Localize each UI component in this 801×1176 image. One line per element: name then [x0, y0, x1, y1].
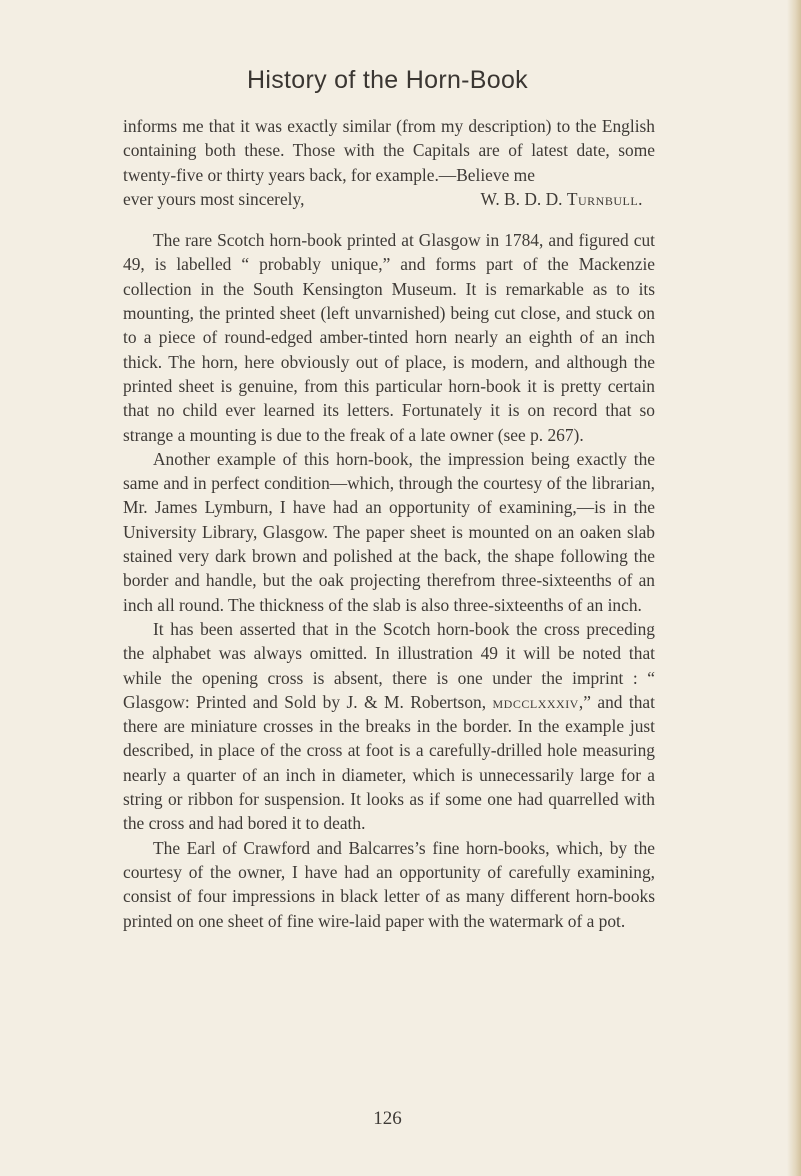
- signature-initials: W. B. D. D.: [480, 188, 563, 209]
- page-edge-shadow: [787, 0, 801, 1176]
- imprint-year: mdcclxxxiv: [492, 691, 579, 712]
- paragraph-crawford-horn-books: The Earl of Crawford and Balcarres’s fine horn-books, which, by the courtesy of the owner, I have had an opportunity of carefully examining, consist of four impressions in black letter of as many different horn-books printed on one sheet of fine wire-laid paper with the watermark of a pot.: [123, 837, 655, 931]
- page-number: 126: [373, 1108, 402, 1129]
- letter-continuation: informs me that it was exactly similar (from my description) to the English containing both these. Those with the Capitals are of latest date, some twenty-five or thirty years back, for example.—Believe me: [123, 116, 655, 185]
- signature-name: Turnbull.: [566, 188, 643, 209]
- letter-closing-line: [123, 187, 655, 211]
- letter-signature: [481, 187, 655, 211]
- paragraph-university-library-example: Another example of this horn-book, the impression being exactly the same and in perfect condition—which, through the courtesy of the librarian, Mr. James Lymburn, I have had an opportunity of examining,—is in the University Library, Glasgow. The paper sheet is mounted on an oaken slab stained very dark brown and polished at the back, the shape following the border and handle, but the oak projecting therefrom three-sixteenths of an inch all round. The thickness of the slab is also three-sixteenths of an inch.: [123, 448, 655, 615]
- paragraph-glasgow-horn-book: The rare Scotch horn-book printed at Glasgow in 1784, and figured cut 49, is labelled “ probably unique,” and forms part of the Mackenzie collection in the South Kensington Museum. It is remarkable as to its mounting, the printed sheet (left unvarnished) being cut close, and stuck on to a piece of round-edged amber-tinted horn nearly an eighth of an inch thick. The horn, here obviously out of place, is modern, and although the printed sheet is genuine, from this particular horn-book it is pretty certain that no child ever learned its letters. Fortunately it is on record that so strange a mounting is due to the freak of a late owner (see p. 267).: [123, 230, 655, 445]
- paragraph-cross-text-a: It has been asserted that in the Scotch horn-book the cross preceding the alphabet was always omitted. In illustration 49 it will be noted that while the opening cross is absent, there is one under the imprint : “ Glasgow: Printed and Sold by J. & M. Robertson,: [123, 618, 655, 712]
- paragraph-cross-text-b: ,” and that there are miniature crosses in the breaks in the border. In the example just described, in place of the cross at foot is a carefully-drilled hole measuring nearly a quarter of an inch in diameter, which is unnecessarily large for a string or ribbon for suspension. It looks as if some one had quarrelled with the cross and had bored it to death.: [123, 691, 655, 834]
- paragraph-cross-omission: [123, 617, 655, 836]
- body-text: [123, 114, 655, 933]
- running-title: History of the Horn-Book: [247, 66, 528, 94]
- letter-closing: ever yours most sincerely,: [123, 188, 305, 209]
